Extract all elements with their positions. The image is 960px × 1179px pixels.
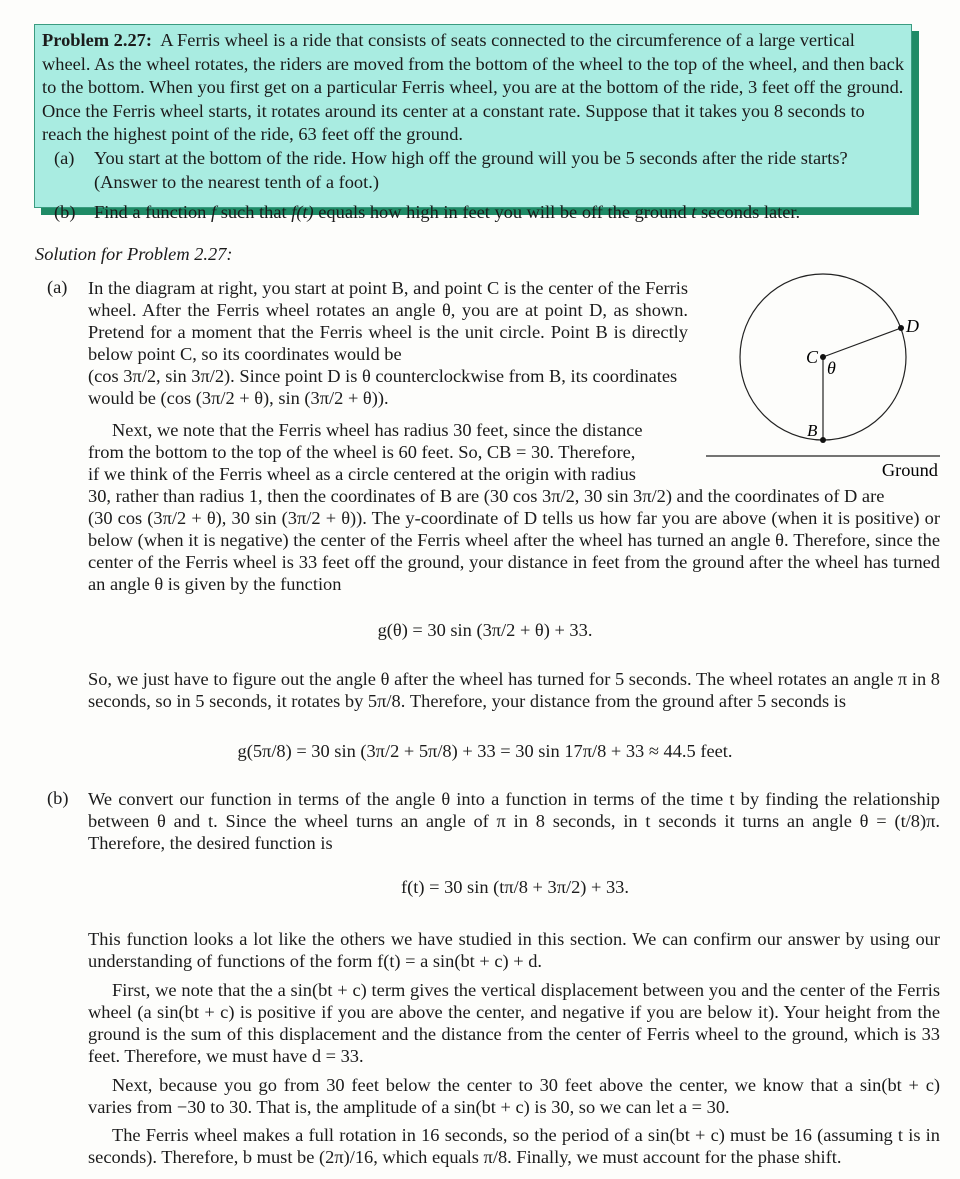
part-b-f: f <box>210 202 217 223</box>
solution-a-paragraph-2-bottom <box>88 485 940 595</box>
part-b-t: t <box>691 202 697 223</box>
label-d: D <box>906 316 919 336</box>
solution-a-p2-line-3: if we think of the Ferris wheel as a circle centered at the origin with radius <box>88 464 636 484</box>
solution-b-paragraph-1 <box>88 788 940 854</box>
solution-b-label: (b) <box>47 788 69 808</box>
part-b-text-2: such that <box>216 202 292 223</box>
solution-b-p3-text: First, we note that the a sin(bt + c) term gives the vertical displacement between you and the center of the Ferris wheel (a sin(bt + c) is positive if you are above the center, and negative if you are below it). Your height from the ground is the sum of this displacement and the distance from the center of Ferris wheel to the ground, which is 33 feet. Therefore, we must have d = 33. <box>88 980 940 1066</box>
solution-a-paragraph-3 <box>88 668 940 712</box>
solution-a-p2-line-4: 30, rather than radius 1, then the coordinates of B are (30 cos 3π/2, 30 sin 3π/2) and the coordinates of D are <box>88 486 885 506</box>
ferris-wheel-diagram <box>700 270 950 490</box>
label-b: B <box>807 421 818 440</box>
part-a-label: (a) <box>54 147 75 168</box>
solution-a-p1-coords-b: (cos 3π/2, sin 3π/2). Since point D is θ counterclockwise from B, its coordinates <box>88 366 678 386</box>
label-c: C <box>806 347 819 367</box>
point-c <box>820 354 826 360</box>
part-b-label: (b) <box>54 202 76 223</box>
problem-box <box>34 24 912 223</box>
segment-cd <box>823 328 901 357</box>
solution-a-p2-line-1: Next, we note that the Ferris wheel has radius 30 feet, since the distance <box>112 420 643 440</box>
solution-a-label: (a) <box>47 277 68 297</box>
equation-f-t: f(t) = 30 sin (tπ/8 + 3π/2) + 33. <box>401 877 629 897</box>
solution-b-p4-text: Next, because you go from 30 feet below the center to 30 feet above the center, we know that a sin(bt + c) varies from −30 to 30. That is, the amplitude of a sin(bt + c) is 30, so we can let a = 30. <box>88 1075 940 1117</box>
point-d <box>898 325 904 331</box>
solution-b-p1-text: We convert our function in terms of the angle θ into a function in terms of the time t by finding the relationship between θ and t. Since the wheel turns an angle of π in 8 seconds, in t seconds it turns an angle θ = (t/8)π. Therefore, the desired function is <box>88 789 940 853</box>
equation-g-five-pi-over-eight: g(5π/8) = 30 sin (3π/2 + 5π/8) + 33 = 30 sin 17π/8 + 33 ≈ 44.5 feet. <box>237 741 733 761</box>
part-b-text-1: Find a function <box>94 202 211 223</box>
solution-a-p2-line-2: from the bottom to the top of the wheel is 60 feet. So, CB = 30. Therefore, <box>88 442 636 462</box>
part-b-text-4: seconds later. <box>696 202 801 223</box>
solution-a-paragraph-1 <box>88 277 688 409</box>
solution-b-p5-text: The Ferris wheel makes a full rotation in 16 seconds, so the period of a sin(bt + c) must be 16 (assuming t is in seconds). Therefore, b must be (2π)/16, which equals π/8. Finally, we must account for the phase shift. <box>88 1125 940 1167</box>
problem-text: A Ferris wheel is a ride that consists of seats connected to the circumference of a large vertical wheel. As the wheel rotates, the riders are moved from the bottom of the wheel to the top of the wheel, and then back to the bottom. When you first get on a particular Ferris wheel, you are at the bottom of the ride, 3 feet off the ground. Once the Ferris wheel starts, it rotates around its center at a constant rate. Suppose that it takes you 8 seconds to reach the highest point of the ride, 63 feet off the ground. <box>42 30 905 145</box>
part-b-text-3: equals how high in feet you will be off the ground <box>313 202 692 223</box>
solution-a-p1-coords-d: would be (cos (3π/2 + θ), sin (3π/2 + θ)). <box>88 388 389 408</box>
solution-a-paragraph-2-top <box>88 419 688 485</box>
problem-part-b <box>42 201 905 225</box>
label-ground: Ground <box>881 460 938 480</box>
solution-a-p3-text: So, we just have to figure out the angle θ after the wheel has turned for 5 seconds. The wheel rotates an angle π in 8 seconds, so in 5 seconds, it rotates by 5π/8. Therefore, your distance from the ground after 5 seconds is <box>88 669 940 711</box>
solution-a-p1-text: In the diagram at right, you start at point B, and point C is the center of the Ferris wheel. After the Ferris wheel rotates an angle θ, you are at point D, as shown. Pretend for a moment that the Ferris wheel is the unit circle. Point B is directly below point C, so its coordinates would be <box>88 278 688 364</box>
problem-heading: Problem 2.27: <box>42 30 152 50</box>
part-a-text: You start at the bottom of the ride. How high off the ground will you be 5 seconds after the ride starts? (Answer to the nearest tenth of a foot.) <box>94 147 848 192</box>
solution-b-paragraph-2 <box>88 928 940 972</box>
problem-part-a <box>42 147 905 194</box>
solution-b-paragraph-5 <box>88 1124 940 1168</box>
equation-g-theta: g(θ) = 30 sin (3π/2 + θ) + 33. <box>377 620 593 640</box>
solution-b-paragraph-4 <box>88 1074 940 1118</box>
point-b <box>820 437 826 443</box>
part-b-ft: f(t) <box>291 202 314 223</box>
solution-title: Solution for Problem 2.27: <box>35 244 233 264</box>
solution-b-p2-text: This function looks a lot like the others we have studied in this section. We can confirm our answer by using our understanding of functions of the form f(t) = a sin(bt + c) + d. <box>88 929 940 971</box>
problem-statement <box>42 29 905 147</box>
label-theta: θ <box>827 358 836 378</box>
solution-a-p2-rest: (30 cos (3π/2 + θ), 30 sin (3π/2 + θ)). The y-coordinate of D tells us how far you are above (when it is positive) or below (when it is negative) the center of the Ferris wheel after the wheel has turned an angle θ. Therefore, since the center of the Ferris wheel is 33 feet off the ground, your distance in feet from the ground after the wheel has turned an angle θ is given by the function <box>88 508 940 594</box>
solution-b-paragraph-3 <box>88 979 940 1067</box>
